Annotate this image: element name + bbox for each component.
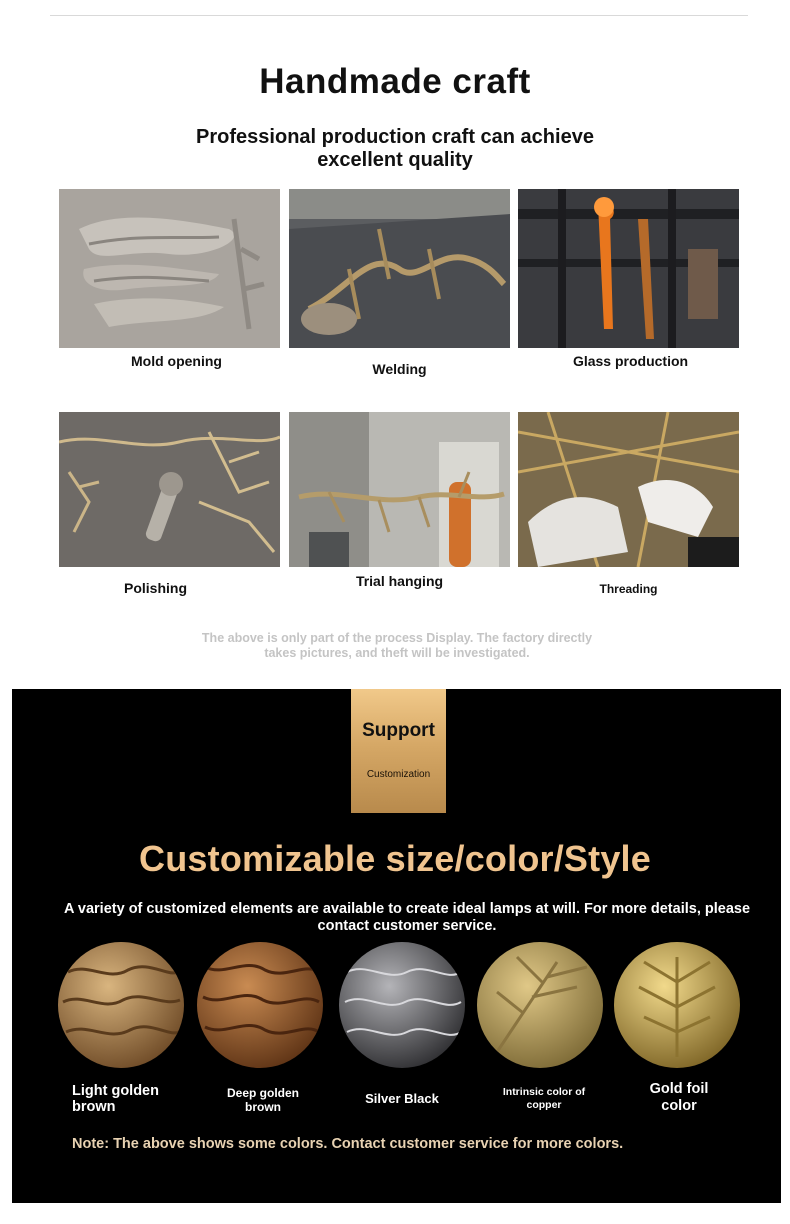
support-title: Support <box>362 720 435 741</box>
polishing-photo <box>59 412 280 567</box>
welding-photo <box>289 189 510 348</box>
customize-title: Customizable size/color/Style <box>139 838 651 879</box>
step-caption-trial-hanging: Trial hanging <box>355 573 444 589</box>
step-caption-polishing: Polishing <box>124 580 187 596</box>
swatch-light-golden-brown <box>58 942 184 1068</box>
colors-note: Note: The above shows some colors. Contact customer service for more colors. <box>72 1136 624 1152</box>
step-caption-welding: Welding <box>372 361 427 377</box>
threading-photo <box>518 412 739 567</box>
swatch-label-deep-golden-brown: Deep golden brown <box>226 1086 299 1114</box>
glass-photo <box>518 189 739 348</box>
swatch-label-silver-black: Silver Black <box>365 1091 439 1106</box>
step-caption-glass-production: Glass production <box>572 353 689 369</box>
step-caption-threading: Threading <box>599 582 658 596</box>
support-badge <box>351 689 446 813</box>
swatch-gold-foil <box>614 942 740 1068</box>
swatch-intrinsic-copper <box>477 942 603 1068</box>
swatch-label-gold-foil: Gold foil color <box>649 1081 709 1114</box>
craft-subtitle: Professional production craft can achieve excellent quality <box>196 126 594 171</box>
swatch-label-light-golden-brown: Light golden brown <box>72 1083 159 1115</box>
swatch-deep-golden-brown <box>197 942 323 1068</box>
swatch-silver-black <box>339 942 465 1068</box>
mold-photo <box>59 189 280 348</box>
trial-hanging-photo <box>289 412 510 567</box>
step-caption-mold-opening: Mold opening <box>131 353 222 369</box>
craft-title: Handmade craft <box>259 62 531 101</box>
process-disclaimer: The above is only part of the process Display. The factory directly takes pictures, and theft will be investigated. <box>201 631 593 660</box>
swatch-label-intrinsic-copper: Intrinsic color of copper <box>502 1086 586 1111</box>
top-divider <box>50 15 748 16</box>
customize-description: A variety of customized elements are available to create ideal lamps at will. For more details, please contact customer service. <box>63 901 751 934</box>
support-subtitle: Customization <box>366 769 431 780</box>
